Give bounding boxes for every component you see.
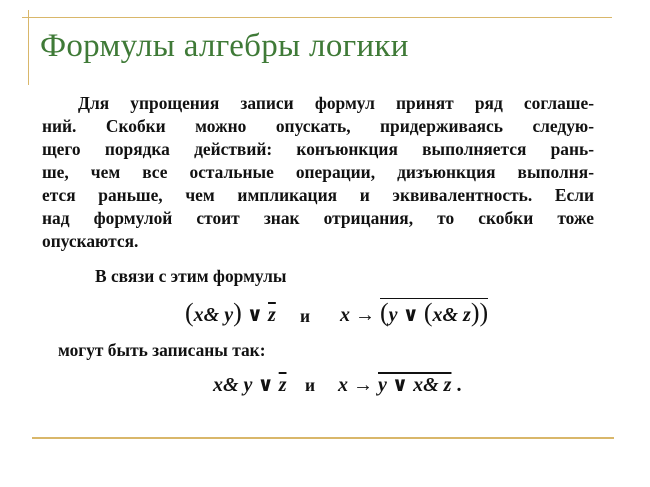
formula-2-full: x → (y ∨ (x& z)) [340, 298, 489, 327]
formula-1-short: x& y ∨ $\overline{z}$ [213, 374, 287, 396]
paragraph-line-7: опускаются. [42, 231, 139, 251]
formula-2-short: x → y ∨ x& z . [338, 374, 462, 396]
paragraph-line-1: Для упрощения записи формул принят ряд соглаше- [78, 93, 594, 113]
formula-1-full: (x& y) ∨ $\overline{z}$ [185, 298, 276, 327]
frame-bottom-line [32, 437, 614, 439]
paragraph-line-6: над формулой стоит знак отрицания, то скобки тоже [42, 208, 594, 228]
paragraph-line-4: ше, чем все остальные операции, дизъюнкция выполня- [42, 162, 594, 182]
intro-text: В связи с этим формулы [95, 266, 287, 286]
slide-title: Формулы алгебры логики [40, 28, 409, 64]
frame-left-line [28, 10, 29, 85]
paragraph-line-3: щего порядка действий: конъюнкция выполняется рань- [42, 139, 594, 159]
frame-top-line [22, 17, 612, 18]
conjunction-and-2: и [305, 375, 316, 395]
paragraph-line-2: ний. Скобки можно опускать, придерживаясь следую- [42, 116, 594, 136]
conjunction-and-1: и [300, 306, 311, 326]
middle-text: могут быть записаны так: [58, 340, 266, 360]
paragraph-line-5: ется раньше, чем импликация и эквивалентность. Если [42, 185, 594, 205]
